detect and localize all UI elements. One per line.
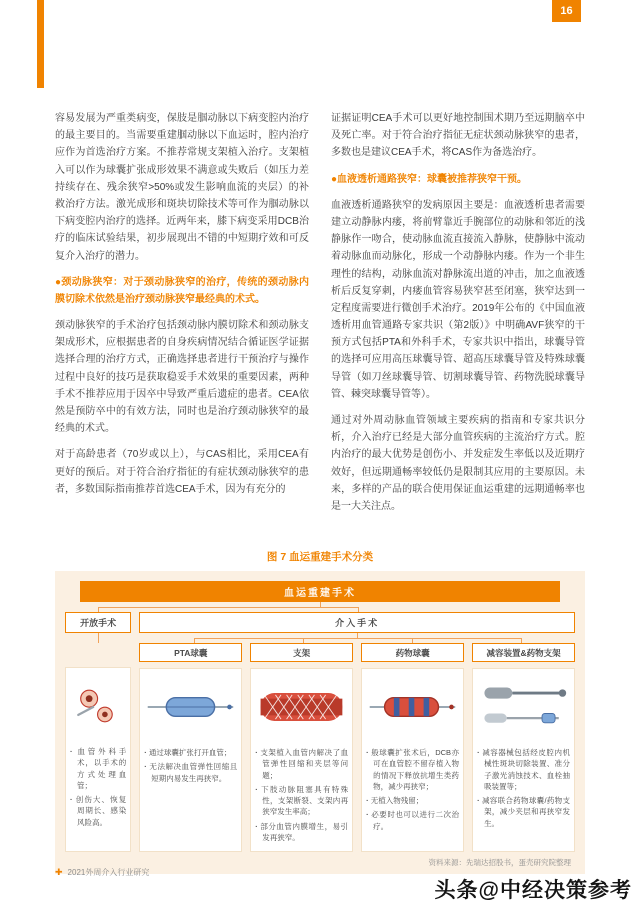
highlight-heading-hemodialysis: ●血液透析通路狭窄：球囊被推荐狭窄干预。 (331, 173, 528, 185)
open-surgery-node: 开放手术 (65, 612, 131, 633)
bullet: · 般球囊扩张术后，DCB亦可在血管腔不留存植入物的情况下释放抗增生类药物，减少再狭窄； (366, 747, 459, 792)
figure-title: 图 7 血运重建手术分类 (266, 551, 374, 563)
open-surgery-illustration-image (70, 671, 126, 741)
pta-balloon-header: PTA球囊 (139, 643, 242, 662)
footer-label: 2021外周介入行业研究 (67, 868, 150, 877)
paragraph: 对于高龄患者（70岁或以上），与CAS相比，采用CEA有更好的预后。对于符合治疗指征的有症状颈动脉狭窄的患者，多数国际指南推荐首选CEA手术，因为有充分的 (55, 449, 309, 495)
bullet: · 创伤大、恢复周期长、感染风险高。 (70, 794, 126, 828)
org-root-node: 血运重建手术 (80, 581, 559, 602)
bullet: · 无法解决血管弹性回缩且短期内易发生再狭窄。 (144, 761, 237, 784)
open-surgery-bullets (70, 746, 126, 831)
stent-card (250, 668, 353, 852)
figure-source-note: 资料来源：先瑞达招股书，蛋壳研究院整理 (428, 858, 571, 867)
right-text-column (331, 110, 585, 524)
bullet: · 必要时也可以进行二次治疗。 (366, 809, 459, 832)
bullet: · 血管外科手术，以手术的方式处理血管； (70, 746, 126, 791)
connector-level2 (65, 633, 575, 643)
bullet: · 无植入物残留； (366, 795, 459, 806)
page-footer (55, 867, 149, 878)
bullet: · 通过球囊扩张打开血管； (144, 747, 237, 758)
watermark-text: 头条@中经决策参考 (434, 879, 632, 902)
paragraph: 证据证明CEA手术可以更好地控制围术期乃至远期脑卒中及死亡率。对于符合治疗指征无症状颈动脉狭窄的患者，多数也是建议CEA手术，将CAS作为备选治疗。 (331, 113, 585, 159)
drug-balloon-illustration-image (366, 672, 459, 742)
pta-balloon-illustration-image (144, 672, 237, 742)
paragraph: 颈动脉狭窄的手术治疗包括颈动脉内膜切除术和颈动脉支架成形术，应根据患者的自身疾病情况结合循证医学证据选择合理的治疗方式，正确选择患者进行干预治疗与操作过程中良好的技巧是获取稳妥手术效果的重要因素，两种手术不推荐应用于因卒中导致严重后遗症的患者。CEA依然是预防卒中的有效方法，同时也是治疗颈动脉狭窄的最经典的术式。 (55, 320, 309, 435)
open-surgery-card (65, 667, 131, 852)
debulking-bullets (477, 747, 570, 832)
paragraph: 通过对外周动脉血管领域主要疾病的指南和专家共识分析，介入治疗已经是大部分血管疾病的主流治疗方式。腔内治疗的最大优势是创伤小、并发症发生率低以及近期疗效好，但远期通畅率较低仍是限制其应用的主要原因。未来，多样的产品的联合使用保证血运重建的远期通畅率也是一大关注点。 (331, 415, 585, 512)
drug-balloon-header: 药物球囊 (361, 643, 464, 662)
stent-illustration-image (255, 672, 348, 742)
branch-row (65, 612, 575, 633)
bullet: · 部分血管内膜增生，易引发再狭窄。 (255, 821, 348, 844)
footer-plus-icon: ✚ (55, 867, 63, 877)
top-accent-bar (37, 0, 44, 88)
stent-bullets (255, 747, 348, 846)
stent-header: 支架 (250, 643, 353, 662)
column-pta-balloon (139, 643, 242, 852)
column-debulking (472, 643, 575, 852)
debulking-header: 减容装置&药物支架 (472, 643, 575, 662)
highlight-heading-carotid: ●颈动脉狭窄：对于颈动脉狭窄的治疗，传统的颈动脉内膜切除术依然是治疗颈动脉狭窄最经典的术式。 (55, 276, 309, 305)
body-text (55, 110, 585, 524)
bullet: · 减容联合药物球囊/药物支架，减少夹层和再狭窄发生。 (477, 795, 570, 829)
figure-7 (55, 549, 585, 874)
figure-columns (65, 643, 575, 852)
bullet: · 下肢动脉阻塞具有特殊性，支架断裂、支架内再狭窄发生率高； (255, 784, 348, 818)
column-stent (250, 643, 353, 852)
left-text-column (55, 110, 309, 524)
pta-balloon-card (139, 668, 242, 852)
connector-level1 (65, 602, 575, 612)
debulking-device-illustration-image (477, 672, 570, 742)
column-drug-balloon (361, 643, 464, 852)
debulking-card (472, 668, 575, 852)
paragraph: 容易发展为严重类病变，保肢是腘动脉以下病变腔内治疗的最主要目的。当需要重建腘动脉以下血运时，腔内治疗应作为首选治疗方案。不推荐常规支架植入治疗。支架植入可以作为球囊扩张成形效果不满意或失败后（如压力差持续存在、残余狭窄>50%或发生影响血流的夹层）的补救治疗方法。激光成形和斑块切除技术等可作为腘动脉以下病变腔内治疗的选择。近两年来，膝下病变采用DCB治疗的临床试验结果，初步展现出不错的中短期疗效和可反复介入治疗的潜力。 (55, 113, 309, 262)
column-open-surgery (65, 643, 131, 852)
bullet: · 支架植入血管内解决了血管弹性回缩和夹层等问题； (255, 747, 348, 781)
drug-balloon-bullets (366, 747, 459, 835)
pta-balloon-bullets (144, 747, 237, 787)
page-number: 16 (552, 0, 581, 22)
drug-balloon-card (361, 668, 464, 852)
interventional-node: 介入手术 (139, 612, 575, 633)
paragraph: 血液透析通路狭窄的发病原因主要是：血液透析患者需要建立动静脉内瘘，将前臂靠近手腕部位的动脉和邻近的浅静脉作一吻合，使动脉血流直接流入静脉，使静脉中流动着动脉血而动脉化，形成一个动静脉内瘘。作为一个非生理性的结构，动脉血流对静脉流出道的冲击，加之血液透析后反复穿刺，内瘘血管容易狭窄甚至闭塞，狭窄达到一定程度需要进行微创手术治疗。2019年公布的《中国血液透析用血管通路专家共识（第2版）》中明确AVF狭窄的干预方式包括PTA和外科手术，专家共识中指出，球囊导管的选择可应用高压球囊导管、超高压球囊导管及特殊球囊导管（如刀丝球囊导管、切割球囊导管、药物洗脱球囊导管、棘突球囊导管等）。 (331, 199, 585, 400)
figure-panel (55, 571, 585, 874)
bullet: · 减容器械包括经皮腔内机械性斑块切除装置、准分子激光消蚀技术、血栓抽吸装置等； (477, 747, 570, 792)
